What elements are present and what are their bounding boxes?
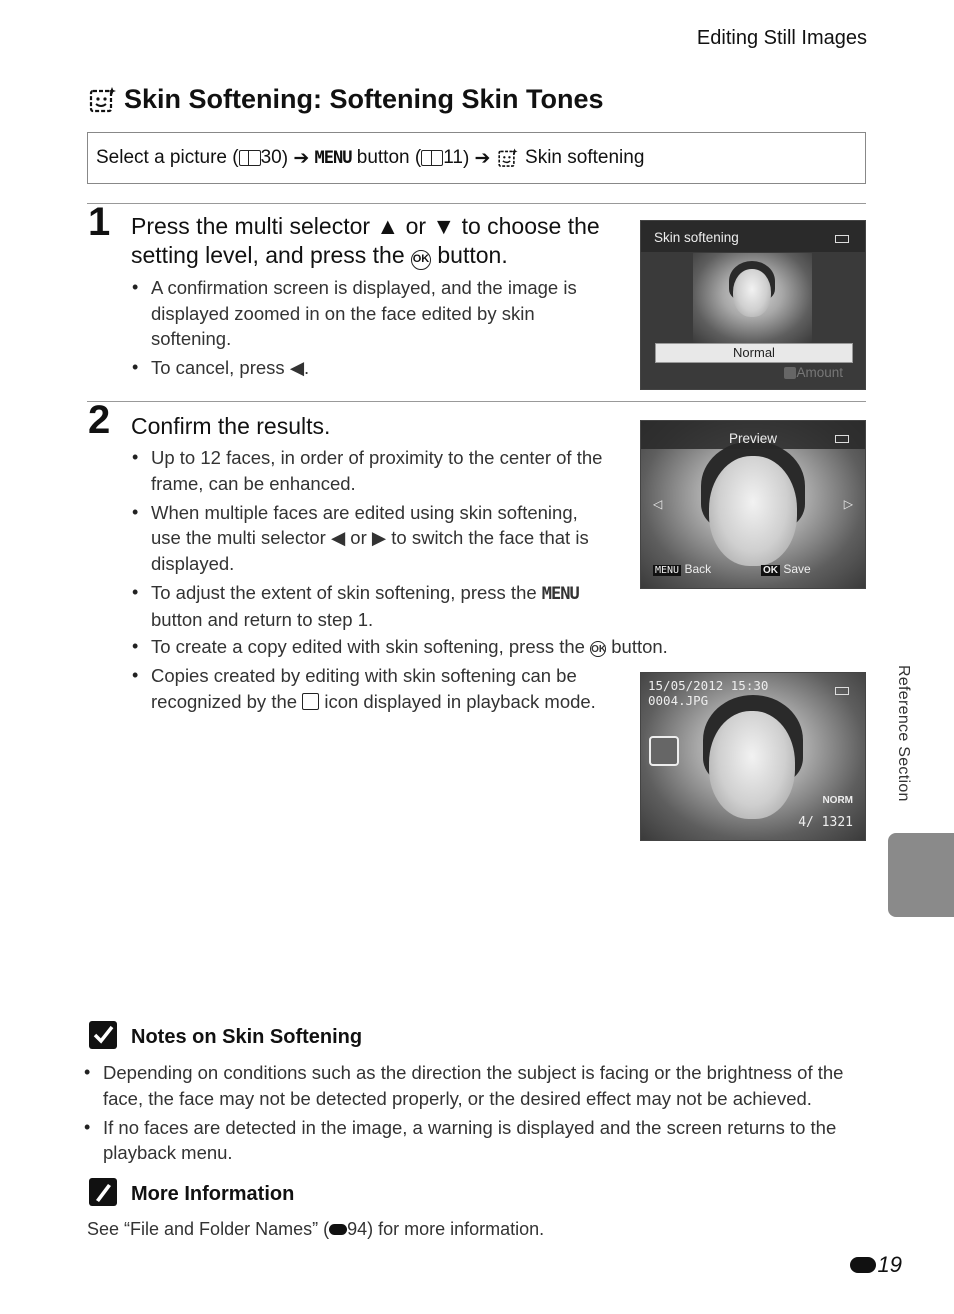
side-section-label: Reference Section [895,665,912,802]
notes-list [82,1060,872,1169]
step-1-number: 1 [88,200,111,244]
skin-softening-playback-icon [649,736,679,766]
nav-destination: Skin softening [519,147,645,168]
list-item: • If no faces are detected in the image, a warning is displayed and the screen returns to the playback menu. [82,1115,872,1166]
divider [87,203,866,204]
skin-softening-playback-icon [302,693,319,710]
reference-section-icon [850,1257,876,1273]
check-note-icon [89,1021,117,1049]
menu-button-glyph: MENU [314,148,352,168]
right-arrow-icon: ▷ [843,497,853,511]
camera-screen-skin-softening [640,220,866,390]
step-1-title [131,212,621,270]
screen-title: Skin softening [654,230,739,245]
menu-path-box [87,132,866,184]
step-2-number: 2 [88,398,111,442]
datetime: 15/05/2012 15:30 [648,678,769,693]
battery-icon [835,435,849,443]
nav-ref-2: 11 [443,147,463,168]
nav-text-2: button ( [351,147,422,168]
more-info-title: More Information [131,1183,295,1205]
ok-button-icon: OK [590,641,606,657]
section-header: Editing Still Images [696,27,867,49]
battery-icon [835,235,849,243]
screen-title: Preview [728,431,777,446]
camera-screen-playback [640,672,866,841]
level-selector: Normal [655,343,853,363]
reference-section-icon [329,1224,347,1235]
step-1-title-line-2 [131,241,621,270]
step-1-bullets [130,275,600,384]
more-info-text: See “File and Folder Names” ( 94) for more information. [87,1219,545,1239]
left-arrow-icon: ◁ [653,497,663,511]
filename: 0004.JPG [648,693,709,708]
skin-softening-icon [496,147,520,169]
save-hint: OK Save [763,562,811,576]
step-1-title-text-end: button. [437,242,508,268]
step-2-bullets-wide [130,634,850,663]
book-reference-icon [421,150,443,166]
list-item: • To create a copy edited with skin softening, press the OK button. [130,634,850,660]
step-1-title-text: setting level, and press the [131,242,405,268]
battery-icon [835,687,849,695]
list-item: • A confirmation screen is displayed, and the image is displayed zoomed in on the face edited by skin softening. [130,275,600,352]
nav-text: Select a picture ( [96,147,239,168]
page-title-text: Skin Softening: Softening Skin Tones [124,84,604,114]
multi-selector-icon [784,367,796,379]
skin-softening-icon [88,85,118,115]
frame-counter: 4/ 1321 [798,815,853,830]
ok-button-icon: OK [411,250,431,270]
pencil-note-icon [89,1178,117,1206]
notes-title: Notes on Skin Softening [131,1026,363,1048]
image-quality: NORM [822,795,853,806]
page-number [850,1252,902,1278]
list-item: • Up to 12 faces, in order of proximity to the center of the frame, can be enhanced. [130,445,610,496]
menu-button-glyph: MENU [541,583,579,604]
camera-screen-preview [640,420,866,589]
divider [87,401,866,402]
back-hint: MENU Back [655,562,712,576]
list-item: • When multiple faces are edited using skin softening, use the multi selector ◀ or ▶ to switch the face that is displayed. [130,500,610,577]
nav-arrow-2: ) ➔ [462,147,496,169]
page-title [88,84,604,115]
list-item: • Depending on conditions such as the direction the subject is facing or the brightness of the face, the face may not be detected properly, or the desired effect may not be achieved. [82,1060,872,1111]
nav-ref-1: 30 [260,147,282,168]
book-reference-icon [239,150,261,166]
face-photo [693,253,812,343]
nav-arrow-1: ) ➔ [281,147,315,169]
list-item: • To cancel, press ◀. [130,355,600,381]
step-1-title-line-1: Press the multi selector ▲ or ▼ to choose the [131,213,600,239]
amount-label: Amount [784,365,843,380]
page-number-text: 19 [877,1252,902,1277]
list-item: • To adjust the extent of skin softening, press the MENU button and return to step 1. [130,580,610,633]
step-2-bullets [130,445,610,636]
step-2-title: Confirm the results. [131,413,331,439]
section-tab [888,833,954,917]
step-2-bullets-last [130,663,620,718]
list-item: • Copies created by editing with skin softening can be recognized by the icon displayed in playback mode. [130,663,620,714]
